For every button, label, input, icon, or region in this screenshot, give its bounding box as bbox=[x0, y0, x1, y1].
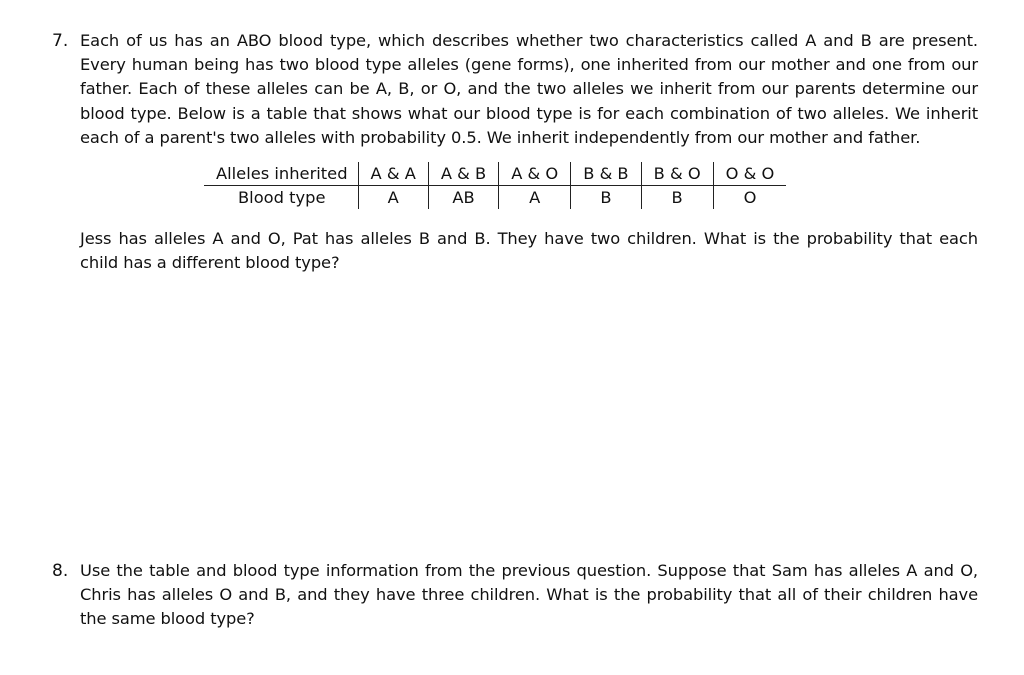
alleles-row-header: Alleles inherited bbox=[204, 162, 358, 186]
allele-cell: A & B bbox=[428, 162, 498, 186]
blood-type-cell: B bbox=[641, 186, 713, 210]
problem-8-text: Use the table and blood type information from the previous question. Suppose that Sam has alleles A and O, Chris has alleles O and B, and they have three children. What is the probability that all of their children have the same blood type? bbox=[80, 561, 978, 629]
alleles-row bbox=[204, 162, 786, 186]
problem-7-intro: Each of us has an ABO blood type, which describes whether two characteristics called A and B are present. Every human being has two blood type alleles (gene forms), one inherited from our mother and one from our father. Each of these alleles can be A, B, or O, and the two alleles we inherit from our parents determine our blood type. Below is a table that shows what our blood type is for each combination of two alleles. We inherit each of a parent's two alleles with probability 0.5. We inherit independently from our mother and father. bbox=[80, 31, 978, 147]
blood-type-row bbox=[204, 186, 786, 210]
blood-type-cell: A bbox=[499, 186, 571, 210]
allele-cell: A & A bbox=[358, 162, 428, 186]
problem-8 bbox=[52, 559, 978, 632]
problem-7 bbox=[52, 29, 978, 275]
blood-type-cell: AB bbox=[428, 186, 498, 210]
allele-cell: O & O bbox=[713, 162, 786, 186]
allele-cell: B & B bbox=[571, 162, 641, 186]
blood-type-cell: O bbox=[713, 186, 786, 210]
blood-type-row-header: Blood type bbox=[238, 188, 326, 208]
allele-cell: A & O bbox=[499, 162, 571, 186]
problem-7-question: Jess has alleles A and O, Pat has alleles B and B. They have two children. What is the probability that each child has a different blood type? bbox=[80, 229, 978, 273]
blood-type-table-wrapper bbox=[204, 162, 978, 209]
problem-7-number: 7. bbox=[52, 31, 69, 51]
allele-cell: B & O bbox=[641, 162, 713, 186]
problem-8-number: 8. bbox=[52, 561, 69, 581]
blood-type-cell: B bbox=[571, 186, 641, 210]
blood-type-cell: A bbox=[358, 186, 428, 210]
blood-type-table bbox=[204, 162, 786, 209]
